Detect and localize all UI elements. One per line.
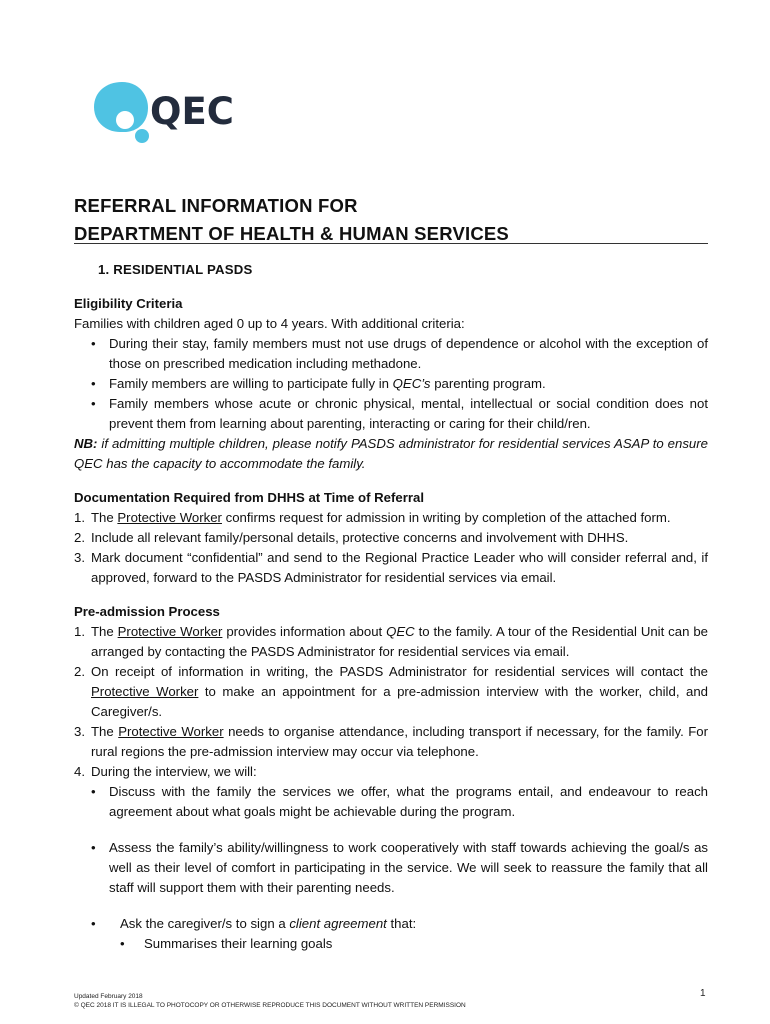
list-item: • Discuss with the family the services we offer, what the programs entail, and endeavour to reach agreement about what goals might be achievable during the program.: [74, 782, 708, 822]
list-item: 2. On receipt of information in writing, the PASDS Administrator for residential services will contact the Protective Worker to make an appointment for a pre-admission interview with the worker, child, and Caregiver/s.: [74, 664, 708, 719]
list-item: • Family members are willing to participate fully in QEC’s parenting program.: [74, 374, 708, 394]
interview-list-2: [74, 838, 708, 898]
title-divider: [74, 243, 708, 244]
list-item: 4. During the interview, we will:: [74, 764, 257, 779]
preadmission-list: [74, 622, 708, 782]
interview-list-3: [74, 914, 708, 934]
list-item: 3. Mark document “confidential” and send to the Regional Practice Leader who will consider referral and, if approved, forward to the PASDS Administrator for residential services via email.: [74, 550, 708, 585]
list-item: 1. The Protective Worker provides information about QEC to the family. A tour of the Residential Unit can be arranged by contacting the PASDS Administrator for residential services via email.: [74, 624, 708, 659]
protective-worker-term: Protective Worker: [117, 624, 223, 639]
footer: [74, 992, 466, 1010]
document-body: [74, 260, 708, 954]
list-item: • Ask the caregiver/s to sign a client agreement that:: [74, 914, 708, 934]
eligibility-heading: Eligibility Criteria: [74, 296, 183, 311]
title-line-2: DEPARTMENT OF HEALTH & HUMAN SERVICES: [74, 223, 509, 244]
page-number: 1: [700, 988, 706, 999]
logo-text: QEC: [150, 90, 234, 133]
list-item: 3. The Protective Worker needs to organise attendance, including transport if necessary, for the family. For rural regions the pre-admission interview may occur via telephone.: [74, 724, 709, 759]
list-item: 1. The Protective Worker confirms request for admission in writing by completion of the attached form.: [74, 510, 671, 525]
page-title: [74, 192, 509, 248]
title-line-1: REFERRAL INFORMATION FOR: [74, 195, 358, 216]
eligibility-list: [74, 334, 708, 434]
eligibility-intro: Families with children aged 0 up to 4 years. With additional criteria:: [74, 316, 465, 331]
preadmission-heading: Pre-admission Process: [74, 604, 220, 619]
list-item: • Summarises their learning goals: [74, 934, 708, 954]
protective-worker-term: Protective Worker: [117, 510, 222, 525]
footer-copyright: © QEC 2018 IT IS ILLEGAL TO PHOTOCOPY OR OTHERWISE REPRODUCE THIS DOCUMENT WITHOUT WRITTEN PERMISSION: [74, 1002, 466, 1009]
section-heading-residential: 1. RESIDENTIAL PASDS: [98, 262, 253, 277]
documentation-list: [74, 508, 708, 588]
list-item: 2. Include all relevant family/personal details, protective concerns and involvement with DHHS.: [74, 530, 629, 545]
footer-updated: Updated February 2018: [74, 993, 143, 1000]
nb-note: NB: if admitting multiple children, please notify PASDS administrator for residential services ASAP to ensure QEC has the capacity to accommodate the family.: [74, 436, 708, 471]
protective-worker-term: Protective Worker: [118, 724, 224, 739]
list-item: • Family members whose acute or chronic physical, mental, intellectual or social condition does not prevent them from learning about parenting, interacting or caring for their child/ren.: [74, 394, 708, 434]
documentation-heading: Documentation Required from DHHS at Time of Referral: [74, 490, 425, 505]
list-item: • Assess the family’s ability/willingness to work cooperatively with staff towards achieving the goal/s as well as their level of comfort in participating in the service. We will seek to reassure the family that all staff will support them with their parenting needs.: [74, 838, 708, 898]
interview-list: [74, 782, 708, 822]
protective-worker-term: Protective Worker: [91, 684, 199, 699]
agreement-sublist: [74, 934, 708, 954]
list-item: • During their stay, family members must not use drugs of dependence or alcohol with the exception of those on prescribed medication including methadone.: [74, 334, 708, 374]
